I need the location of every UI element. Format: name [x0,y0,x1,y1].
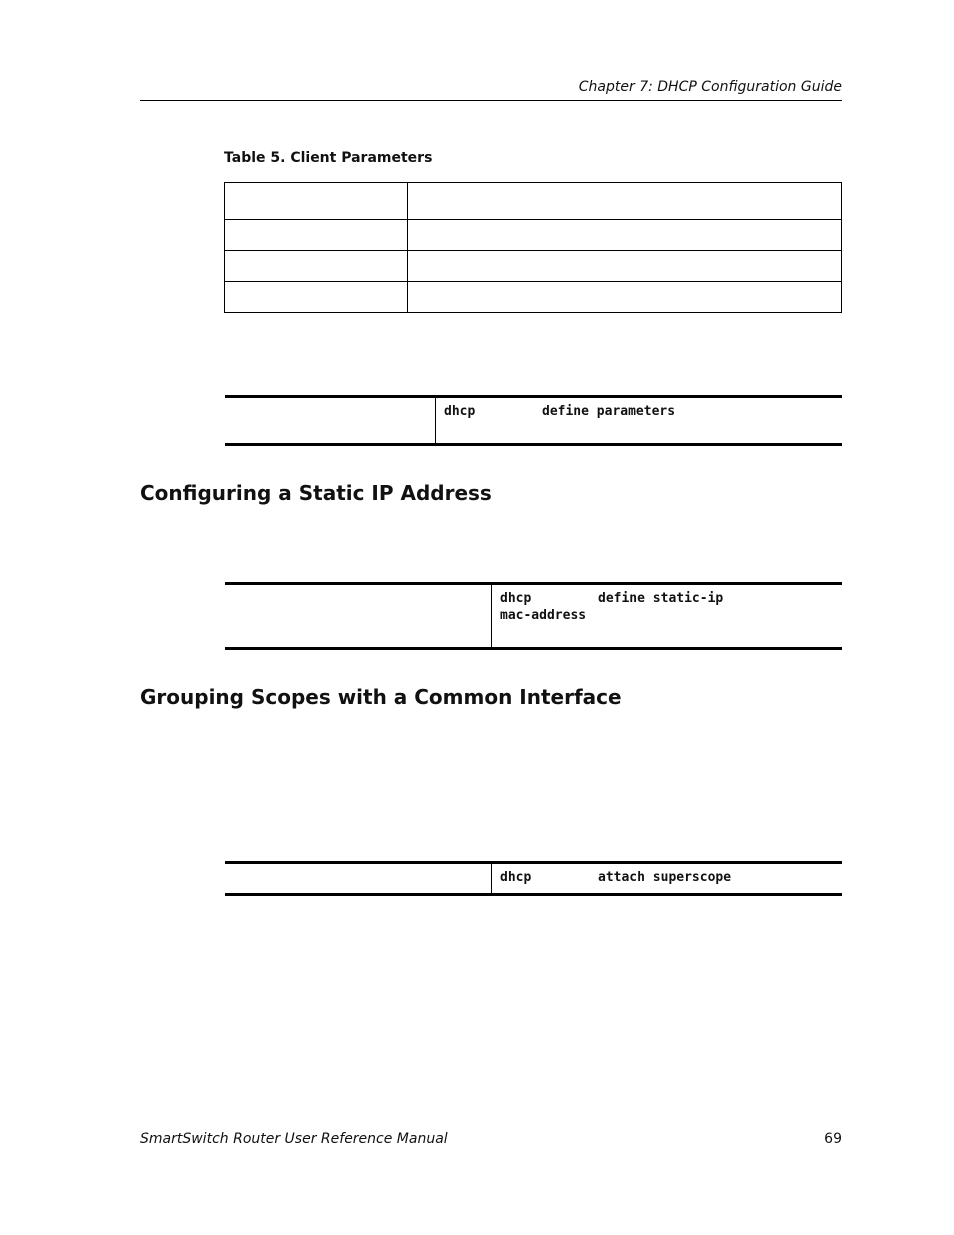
table-row [225,220,842,251]
command-arguments: attach superscope [598,870,732,885]
table-row [225,183,842,220]
header-rule [140,100,842,101]
command-box-superscope [225,861,842,896]
section-heading-static-ip: Configuring a Static IP Address [140,481,492,505]
table-row [225,251,842,282]
command-box-static-ip [225,582,842,650]
table-cell [225,220,408,251]
section-heading-grouping-scopes: Grouping Scopes with a Common Interface [140,685,622,709]
command-keyword: dhcp [444,404,476,419]
command-arguments: define static-ip [598,591,724,606]
command-box-divider [491,585,492,647]
command-box-divider [435,398,436,443]
command-box-divider [491,864,492,893]
table-row [225,282,842,313]
command-keyword: dhcp [500,591,532,606]
table-cell [408,220,842,251]
command-arguments-line2: mac-address [500,608,587,623]
command-box-define-parameters [225,395,842,446]
command-keyword: dhcp [500,870,532,885]
client-parameters-table [224,182,842,313]
table-cell [408,183,842,220]
footer-page-number: 69 [824,1131,842,1147]
command-arguments: define parameters [542,404,676,419]
running-header: Chapter 7: DHCP Configuration Guide [578,79,842,95]
table-cell [225,183,408,220]
table-cell [408,282,842,313]
table-cell [225,282,408,313]
footer-manual-title: SmartSwitch Router User Reference Manual [140,1131,448,1147]
table-cell [225,251,408,282]
table-cell [408,251,842,282]
table-caption: Table 5. Client Parameters [224,150,433,166]
